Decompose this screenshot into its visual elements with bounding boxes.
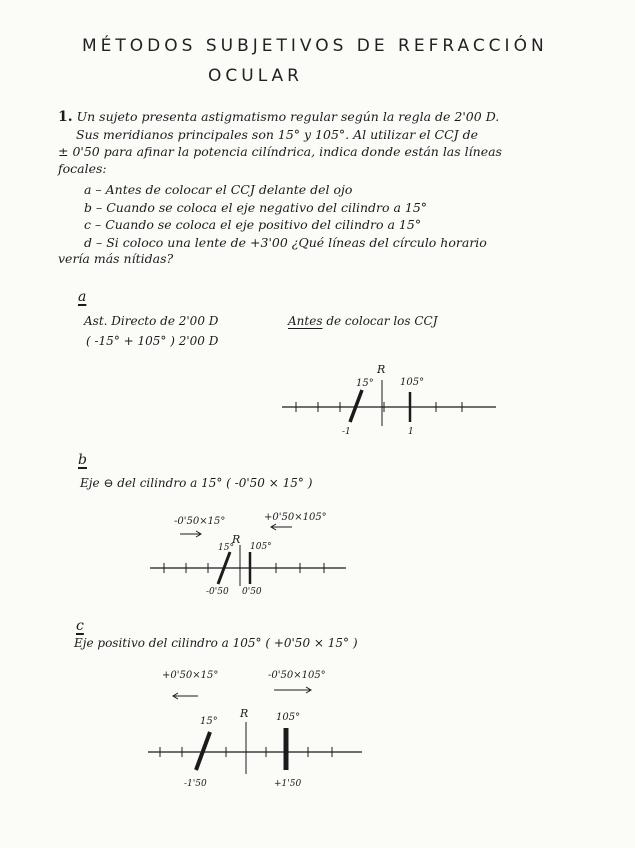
diagram-c (148, 687, 362, 774)
section-b-text: Eje ⊖ del cilindro a 15° ( -0'50 × 15° ) (80, 476, 313, 490)
label-r: R (240, 707, 249, 720)
list-item: d – Si coloco una lente de +3'00 ¿Qué líneas del círculo horario (84, 234, 487, 250)
page-title: MÉTODOS SUBJETIVOS DE REFRACCIÓN (82, 36, 548, 56)
question-number: 1. (58, 109, 73, 125)
label-cross-left: +0'50×15° (162, 670, 219, 681)
question-line-3: ± 0'50 para afinar la potencia cilíndrica, indica donde están las líneas (58, 144, 502, 159)
label-15: 15° (200, 716, 218, 727)
label-below-2: 1 (408, 427, 414, 437)
section-c-text: Eje positivo del cilindro a 105° ( +0'50 × 15° ) (74, 636, 358, 650)
section-a-left-text: Ast. Directo de 2'00 D (84, 314, 219, 328)
label-below-1: -1'50 (184, 779, 207, 789)
list-item: a – Antes de colocar el CCJ delante del ojo (84, 182, 353, 197)
label-105: 105° (400, 377, 425, 388)
label-105: 105° (276, 712, 301, 723)
section-a-letter: a (78, 289, 87, 305)
label-cross-right: -0'50×105° (268, 670, 326, 681)
question-line-2: Sus meridianos principales son 15° y 105°. Al utilizar el CCJ de (76, 127, 479, 142)
label-below-2: +1'50 (274, 779, 302, 789)
question-tail: vería más nítidas? (58, 251, 174, 266)
diagram-a (282, 380, 496, 426)
label-below-2: 0'50 (242, 587, 262, 597)
section-a-right-rest: de colocar los CCJ (326, 314, 438, 328)
question-text-1: Un sujeto presenta astigmatismo regular según la regla de 2'00 D. (76, 109, 500, 124)
section-a-formula: ( -15° + 105° ) 2'00 D (86, 334, 219, 348)
label-below-1: -1 (342, 427, 351, 437)
label-105: 105° (250, 542, 272, 552)
section-c-letter: c (76, 618, 84, 634)
label-r: R (232, 533, 241, 546)
question-line-4: focales: (58, 161, 107, 176)
list-item: c – Cuando se coloca el eje positivo del cilindro a 15° (84, 217, 422, 232)
label-cross-right: +0'50×105° (264, 512, 327, 523)
list-item: b – Cuando se coloca el eje negativo del cilindro a 15° (84, 199, 428, 215)
focal-line-15 (350, 390, 362, 422)
label-15: 15° (356, 378, 374, 389)
label-15: 15° (218, 543, 234, 553)
label-below-1: -0'50 (206, 587, 229, 597)
label-r: R (377, 363, 386, 376)
focal-line-15 (196, 732, 210, 770)
section-b-letter: b (78, 452, 87, 468)
page-title-line-2: OCULAR (208, 66, 303, 86)
label-cross-left: -0'50×15° (174, 516, 226, 527)
diagram-b (150, 524, 346, 586)
section-a-underlined-word: Antes (288, 314, 323, 328)
